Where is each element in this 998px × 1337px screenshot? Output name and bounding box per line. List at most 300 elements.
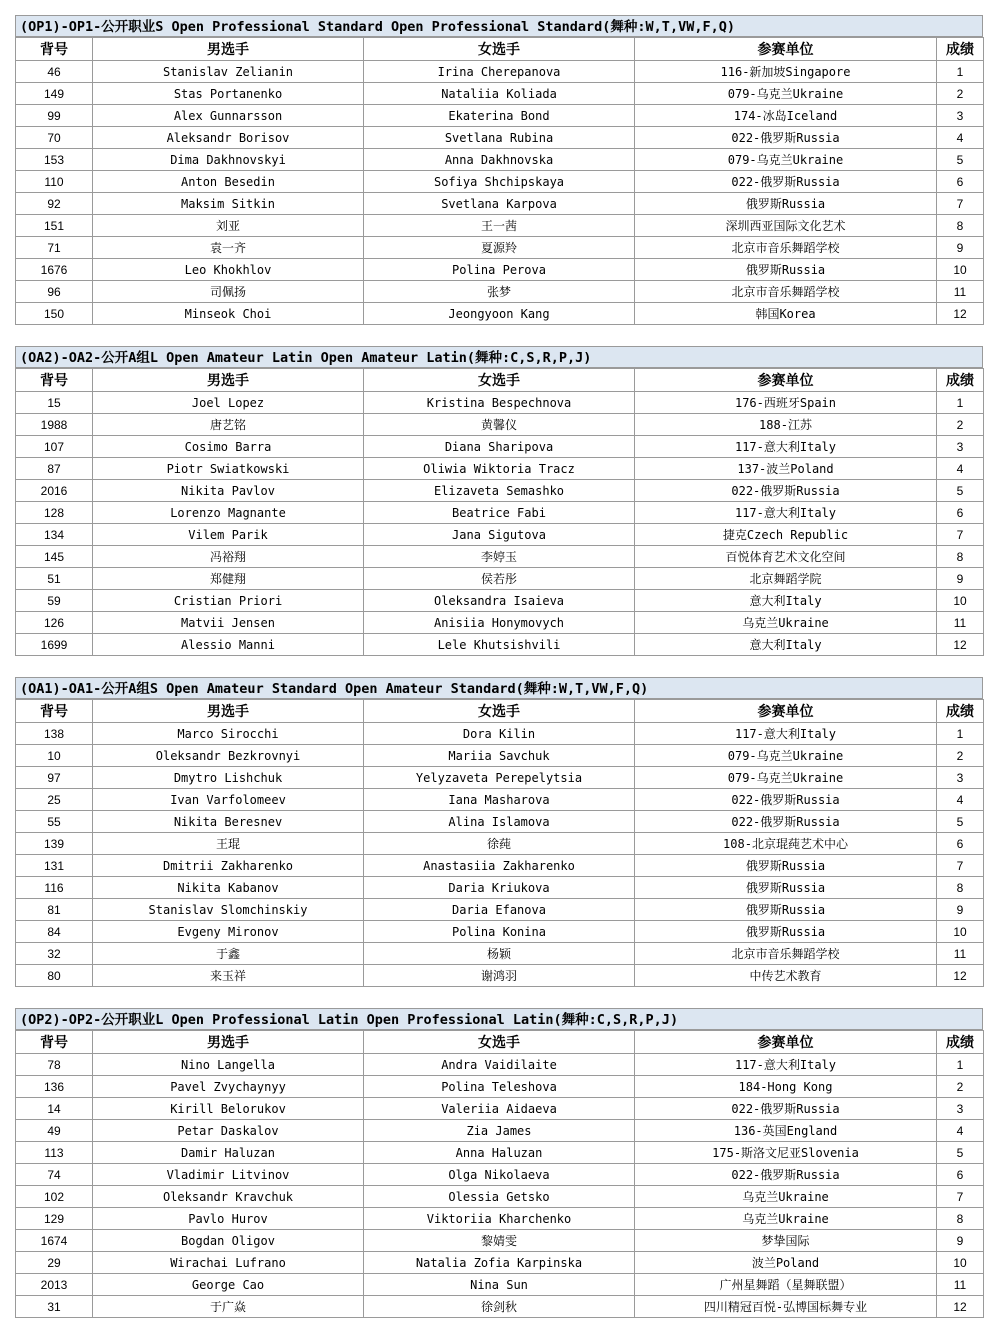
number-cell: 71: [16, 237, 93, 259]
female-dancer-cell: 黄馨仪: [364, 414, 635, 436]
column-header-female: 女选手: [364, 38, 635, 61]
female-dancer-cell: Valeriia Aidaeva: [364, 1098, 635, 1120]
female-dancer-cell: Jana Sigutova: [364, 524, 635, 546]
female-dancer-cell: 李婷玉: [364, 546, 635, 568]
rank-cell: 1: [937, 61, 984, 83]
number-cell: 1988: [16, 414, 93, 436]
table-row: [16, 1164, 984, 1186]
unit-cell: 意大利Italy: [635, 634, 937, 656]
table-row: [16, 436, 984, 458]
male-dancer-cell: Marco Sirocchi: [93, 723, 364, 745]
rank-cell: 4: [937, 1120, 984, 1142]
female-dancer-cell: Polina Konina: [364, 921, 635, 943]
table-row: [16, 83, 984, 105]
male-dancer-cell: Vilem Parik: [93, 524, 364, 546]
number-cell: 129: [16, 1208, 93, 1230]
male-dancer-cell: Petar Daskalov: [93, 1120, 364, 1142]
unit-cell: 北京市音乐舞蹈学校: [635, 281, 937, 303]
rank-cell: 9: [937, 1230, 984, 1252]
table-row: [16, 965, 984, 987]
female-dancer-cell: Dora Kilin: [364, 723, 635, 745]
unit-cell: 176-西班牙Spain: [635, 392, 937, 414]
number-cell: 99: [16, 105, 93, 127]
female-dancer-cell: Svetlana Rubina: [364, 127, 635, 149]
rank-cell: 2: [937, 414, 984, 436]
table-row: [16, 524, 984, 546]
unit-cell: 北京市音乐舞蹈学校: [635, 943, 937, 965]
female-dancer-cell: Ekaterina Bond: [364, 105, 635, 127]
result-section: [15, 346, 983, 656]
number-cell: 149: [16, 83, 93, 105]
male-dancer-cell: Dmitrii Zakharenko: [93, 855, 364, 877]
unit-cell: 117-意大利Italy: [635, 1054, 937, 1076]
unit-cell: 俄罗斯Russia: [635, 921, 937, 943]
rank-cell: 9: [937, 568, 984, 590]
female-dancer-cell: 徐剑秋: [364, 1296, 635, 1318]
unit-cell: 四川精冠百悦-弘博国标舞专业: [635, 1296, 937, 1318]
rank-cell: 12: [937, 303, 984, 325]
table-row: [16, 1098, 984, 1120]
unit-cell: 波兰Poland: [635, 1252, 937, 1274]
column-header-unit: 参赛单位: [635, 38, 937, 61]
female-dancer-cell: Oleksandra Isaieva: [364, 590, 635, 612]
rank-cell: 1: [937, 723, 984, 745]
section-title: (OA2)-OA2-公开A组L Open Amateur Latin Open Amateur Latin(舞种:C,S,R,P,J): [15, 346, 983, 368]
table-row: [16, 215, 984, 237]
number-cell: 84: [16, 921, 93, 943]
unit-cell: 乌克兰Ukraine: [635, 1186, 937, 1208]
male-dancer-cell: Cosimo Barra: [93, 436, 364, 458]
table-row: [16, 899, 984, 921]
number-cell: 2016: [16, 480, 93, 502]
male-dancer-cell: Alex Gunnarsson: [93, 105, 364, 127]
rank-cell: 3: [937, 105, 984, 127]
unit-cell: 俄罗斯Russia: [635, 259, 937, 281]
table-row: [16, 811, 984, 833]
section-title: (OP2)-OP2-公开职业L Open Professional Latin Open Professional Latin(舞种:C,S,R,P,J): [15, 1008, 983, 1030]
female-dancer-cell: Alina Islamova: [364, 811, 635, 833]
unit-cell: 079-乌克兰Ukraine: [635, 83, 937, 105]
unit-cell: 深圳西亚国际文化艺术: [635, 215, 937, 237]
table-row: [16, 568, 984, 590]
rank-cell: 6: [937, 833, 984, 855]
male-dancer-cell: 于广焱: [93, 1296, 364, 1318]
rank-cell: 6: [937, 502, 984, 524]
number-cell: 29: [16, 1252, 93, 1274]
female-dancer-cell: Zia James: [364, 1120, 635, 1142]
male-dancer-cell: Bogdan Oligov: [93, 1230, 364, 1252]
unit-cell: 117-意大利Italy: [635, 436, 937, 458]
number-cell: 126: [16, 612, 93, 634]
male-dancer-cell: Stanislav Zelianin: [93, 61, 364, 83]
female-dancer-cell: Sofiya Shchipskaya: [364, 171, 635, 193]
number-cell: 78: [16, 1054, 93, 1076]
table-row: [16, 127, 984, 149]
female-dancer-cell: Viktoriia Kharchenko: [364, 1208, 635, 1230]
number-cell: 116: [16, 877, 93, 899]
male-dancer-cell: Kirill Belorukov: [93, 1098, 364, 1120]
results-table: [15, 368, 984, 656]
number-cell: 49: [16, 1120, 93, 1142]
table-row: [16, 414, 984, 436]
table-row: [16, 745, 984, 767]
number-cell: 151: [16, 215, 93, 237]
male-dancer-cell: Evgeny Mironov: [93, 921, 364, 943]
column-header-unit: 参赛单位: [635, 1031, 937, 1054]
column-header-male: 男选手: [93, 700, 364, 723]
unit-cell: 022-俄罗斯Russia: [635, 1098, 937, 1120]
number-cell: 138: [16, 723, 93, 745]
results-table: [15, 37, 984, 325]
female-dancer-cell: Daria Efanova: [364, 899, 635, 921]
column-header-unit: 参赛单位: [635, 369, 937, 392]
female-dancer-cell: Kristina Bespechnova: [364, 392, 635, 414]
unit-cell: 116-新加坡Singapore: [635, 61, 937, 83]
unit-cell: 俄罗斯Russia: [635, 855, 937, 877]
female-dancer-cell: Daria Kriukova: [364, 877, 635, 899]
female-dancer-cell: Anna Haluzan: [364, 1142, 635, 1164]
unit-cell: 022-俄罗斯Russia: [635, 171, 937, 193]
result-section: [15, 677, 983, 987]
unit-cell: 184-Hong Kong: [635, 1076, 937, 1098]
table-row: [16, 1054, 984, 1076]
male-dancer-cell: Aleksandr Borisov: [93, 127, 364, 149]
unit-cell: 北京舞蹈学院: [635, 568, 937, 590]
rank-cell: 3: [937, 1098, 984, 1120]
rank-cell: 11: [937, 281, 984, 303]
unit-cell: 117-意大利Italy: [635, 723, 937, 745]
number-cell: 80: [16, 965, 93, 987]
rank-cell: 6: [937, 171, 984, 193]
number-cell: 10: [16, 745, 93, 767]
column-header-number: 背号: [16, 1031, 93, 1054]
table-row: [16, 458, 984, 480]
rank-cell: 4: [937, 789, 984, 811]
female-dancer-cell: Elizaveta Semashko: [364, 480, 635, 502]
unit-cell: 108-北京琨莼艺术中心: [635, 833, 937, 855]
rank-cell: 11: [937, 1274, 984, 1296]
results-table: [15, 699, 984, 987]
number-cell: 31: [16, 1296, 93, 1318]
unit-cell: 022-俄罗斯Russia: [635, 1164, 937, 1186]
male-dancer-cell: Joel Lopez: [93, 392, 364, 414]
rank-cell: 3: [937, 436, 984, 458]
unit-cell: 中传艺术教育: [635, 965, 937, 987]
number-cell: 134: [16, 524, 93, 546]
unit-cell: 137-波兰Poland: [635, 458, 937, 480]
male-dancer-cell: Oleksandr Kravchuk: [93, 1186, 364, 1208]
rank-cell: 2: [937, 745, 984, 767]
unit-cell: 188-江苏: [635, 414, 937, 436]
male-dancer-cell: 冯裕翔: [93, 546, 364, 568]
table-row: [16, 855, 984, 877]
table-row: [16, 789, 984, 811]
rank-cell: 12: [937, 965, 984, 987]
column-header-number: 背号: [16, 700, 93, 723]
number-cell: 59: [16, 590, 93, 612]
male-dancer-cell: Nikita Pavlov: [93, 480, 364, 502]
unit-cell: 136-英国England: [635, 1120, 937, 1142]
male-dancer-cell: 王琨: [93, 833, 364, 855]
male-dancer-cell: 唐艺铭: [93, 414, 364, 436]
rank-cell: 9: [937, 237, 984, 259]
number-cell: 153: [16, 149, 93, 171]
male-dancer-cell: 郑健翔: [93, 568, 364, 590]
column-header-male: 男选手: [93, 369, 364, 392]
rank-cell: 5: [937, 811, 984, 833]
male-dancer-cell: Ivan Varfolomeev: [93, 789, 364, 811]
unit-cell: 117-意大利Italy: [635, 502, 937, 524]
female-dancer-cell: 夏源羚: [364, 237, 635, 259]
table-row: [16, 833, 984, 855]
table-row: [16, 1186, 984, 1208]
rank-cell: 7: [937, 193, 984, 215]
result-section: [15, 15, 983, 325]
number-cell: 1676: [16, 259, 93, 281]
column-header-rank: 成绩: [937, 700, 984, 723]
column-header-male: 男选手: [93, 1031, 364, 1054]
table-row: [16, 303, 984, 325]
number-cell: 107: [16, 436, 93, 458]
section-title: (OA1)-OA1-公开A组S Open Amateur Standard Open Amateur Standard(舞种:W,T,VW,F,Q): [15, 677, 983, 699]
unit-cell: 俄罗斯Russia: [635, 877, 937, 899]
table-row: [16, 61, 984, 83]
number-cell: 97: [16, 767, 93, 789]
male-dancer-cell: Leo Khokhlov: [93, 259, 364, 281]
result-section: [15, 1008, 983, 1318]
header-row: [16, 369, 984, 392]
number-cell: 128: [16, 502, 93, 524]
table-row: [16, 1296, 984, 1318]
table-row: [16, 723, 984, 745]
number-cell: 113: [16, 1142, 93, 1164]
rank-cell: 8: [937, 1208, 984, 1230]
male-dancer-cell: Matvii Jensen: [93, 612, 364, 634]
rank-cell: 2: [937, 83, 984, 105]
male-dancer-cell: Dima Dakhnovskyi: [93, 149, 364, 171]
female-dancer-cell: Oliwia Wiktoria Tracz: [364, 458, 635, 480]
number-cell: 150: [16, 303, 93, 325]
female-dancer-cell: Polina Perova: [364, 259, 635, 281]
rank-cell: 10: [937, 259, 984, 281]
female-dancer-cell: Iana Masharova: [364, 789, 635, 811]
number-cell: 1699: [16, 634, 93, 656]
rank-cell: 5: [937, 1142, 984, 1164]
unit-cell: 079-乌克兰Ukraine: [635, 149, 937, 171]
column-header-rank: 成绩: [937, 38, 984, 61]
female-dancer-cell: Anisiia Honymovych: [364, 612, 635, 634]
column-header-number: 背号: [16, 369, 93, 392]
female-dancer-cell: 徐莼: [364, 833, 635, 855]
rank-cell: 12: [937, 634, 984, 656]
column-header-rank: 成绩: [937, 369, 984, 392]
unit-cell: 梦挚国际: [635, 1230, 937, 1252]
female-dancer-cell: Beatrice Fabi: [364, 502, 635, 524]
table-row: [16, 259, 984, 281]
female-dancer-cell: 张梦: [364, 281, 635, 303]
rank-cell: 10: [937, 921, 984, 943]
female-dancer-cell: Anastasiia Zakharenko: [364, 855, 635, 877]
male-dancer-cell: Cristian Priori: [93, 590, 364, 612]
column-header-female: 女选手: [364, 369, 635, 392]
number-cell: 46: [16, 61, 93, 83]
female-dancer-cell: Mariia Savchuk: [364, 745, 635, 767]
unit-cell: 广州星舞蹈（星舞联盟）: [635, 1274, 937, 1296]
column-header-rank: 成绩: [937, 1031, 984, 1054]
female-dancer-cell: 侯若彤: [364, 568, 635, 590]
column-header-female: 女选手: [364, 1031, 635, 1054]
female-dancer-cell: Polina Teleshova: [364, 1076, 635, 1098]
table-row: [16, 502, 984, 524]
unit-cell: 北京市音乐舞蹈学校: [635, 237, 937, 259]
table-row: [16, 634, 984, 656]
rank-cell: 11: [937, 612, 984, 634]
male-dancer-cell: Anton Besedin: [93, 171, 364, 193]
table-row: [16, 767, 984, 789]
male-dancer-cell: Wirachai Lufrano: [93, 1252, 364, 1274]
unit-cell: 174-冰岛Iceland: [635, 105, 937, 127]
female-dancer-cell: Natalia Zofia Karpinska: [364, 1252, 635, 1274]
table-row: [16, 1252, 984, 1274]
rank-cell: 10: [937, 590, 984, 612]
rank-cell: 9: [937, 899, 984, 921]
table-row: [16, 171, 984, 193]
unit-cell: 韩国Korea: [635, 303, 937, 325]
number-cell: 110: [16, 171, 93, 193]
number-cell: 55: [16, 811, 93, 833]
male-dancer-cell: Lorenzo Magnante: [93, 502, 364, 524]
male-dancer-cell: Maksim Sitkin: [93, 193, 364, 215]
number-cell: 131: [16, 855, 93, 877]
number-cell: 96: [16, 281, 93, 303]
rank-cell: 5: [937, 149, 984, 171]
table-row: [16, 1274, 984, 1296]
male-dancer-cell: Pavel Zvychaynyy: [93, 1076, 364, 1098]
header-row: [16, 700, 984, 723]
female-dancer-cell: Diana Sharipova: [364, 436, 635, 458]
number-cell: 87: [16, 458, 93, 480]
number-cell: 70: [16, 127, 93, 149]
rank-cell: 5: [937, 480, 984, 502]
female-dancer-cell: Andra Vaidilaite: [364, 1054, 635, 1076]
unit-cell: 俄罗斯Russia: [635, 899, 937, 921]
results-table: [15, 1030, 984, 1318]
male-dancer-cell: Minseok Choi: [93, 303, 364, 325]
column-header-unit: 参赛单位: [635, 700, 937, 723]
number-cell: 145: [16, 546, 93, 568]
table-row: [16, 105, 984, 127]
unit-cell: 乌克兰Ukraine: [635, 612, 937, 634]
unit-cell: 百悦体育艺术文化空间: [635, 546, 937, 568]
female-dancer-cell: 王一茜: [364, 215, 635, 237]
column-header-male: 男选手: [93, 38, 364, 61]
male-dancer-cell: Stanislav Slomchinskiy: [93, 899, 364, 921]
female-dancer-cell: Irina Cherepanova: [364, 61, 635, 83]
male-dancer-cell: 于鑫: [93, 943, 364, 965]
female-dancer-cell: 黎婧雯: [364, 1230, 635, 1252]
male-dancer-cell: Dmytro Lishchuk: [93, 767, 364, 789]
rank-cell: 4: [937, 127, 984, 149]
female-dancer-cell: 杨颖: [364, 943, 635, 965]
table-row: [16, 193, 984, 215]
female-dancer-cell: Olga Nikolaeva: [364, 1164, 635, 1186]
female-dancer-cell: Yelyzaveta Perepelytsia: [364, 767, 635, 789]
rank-cell: 7: [937, 524, 984, 546]
rank-cell: 7: [937, 1186, 984, 1208]
unit-cell: 022-俄罗斯Russia: [635, 127, 937, 149]
male-dancer-cell: 袁一齐: [93, 237, 364, 259]
rank-cell: 11: [937, 943, 984, 965]
table-row: [16, 237, 984, 259]
table-row: [16, 480, 984, 502]
rank-cell: 8: [937, 877, 984, 899]
number-cell: 74: [16, 1164, 93, 1186]
number-cell: 102: [16, 1186, 93, 1208]
unit-cell: 022-俄罗斯Russia: [635, 480, 937, 502]
number-cell: 81: [16, 899, 93, 921]
number-cell: 2013: [16, 1274, 93, 1296]
table-row: [16, 943, 984, 965]
number-cell: 32: [16, 943, 93, 965]
male-dancer-cell: Vladimir Litvinov: [93, 1164, 364, 1186]
female-dancer-cell: Jeongyoon Kang: [364, 303, 635, 325]
table-row: [16, 546, 984, 568]
column-header-number: 背号: [16, 38, 93, 61]
rank-cell: 7: [937, 855, 984, 877]
rank-cell: 10: [937, 1252, 984, 1274]
male-dancer-cell: 来玉祥: [93, 965, 364, 987]
unit-cell: 175-斯洛文尼亚Slovenia: [635, 1142, 937, 1164]
unit-cell: 022-俄罗斯Russia: [635, 811, 937, 833]
unit-cell: 079-乌克兰Ukraine: [635, 767, 937, 789]
male-dancer-cell: Stas Portanenko: [93, 83, 364, 105]
column-header-female: 女选手: [364, 700, 635, 723]
number-cell: 92: [16, 193, 93, 215]
male-dancer-cell: Nino Langella: [93, 1054, 364, 1076]
table-row: [16, 1208, 984, 1230]
number-cell: 136: [16, 1076, 93, 1098]
section-title: (OP1)-OP1-公开职业S Open Professional Standard Open Professional Standard(舞种:W,T,VW,F,Q): [15, 15, 983, 37]
rank-cell: 1: [937, 1054, 984, 1076]
table-row: [16, 612, 984, 634]
unit-cell: 意大利Italy: [635, 590, 937, 612]
female-dancer-cell: Anna Dakhnovska: [364, 149, 635, 171]
male-dancer-cell: Piotr Swiatkowski: [93, 458, 364, 480]
table-row: [16, 281, 984, 303]
number-cell: 1674: [16, 1230, 93, 1252]
unit-cell: 079-乌克兰Ukraine: [635, 745, 937, 767]
table-row: [16, 1076, 984, 1098]
female-dancer-cell: Olessia Getsko: [364, 1186, 635, 1208]
rank-cell: 2: [937, 1076, 984, 1098]
number-cell: 25: [16, 789, 93, 811]
male-dancer-cell: Oleksandr Bezkrovnyi: [93, 745, 364, 767]
table-row: [16, 1120, 984, 1142]
unit-cell: 022-俄罗斯Russia: [635, 789, 937, 811]
female-dancer-cell: 谢鸿羽: [364, 965, 635, 987]
female-dancer-cell: Lele Khutsishvili: [364, 634, 635, 656]
number-cell: 51: [16, 568, 93, 590]
number-cell: 139: [16, 833, 93, 855]
rank-cell: 8: [937, 546, 984, 568]
table-row: [16, 392, 984, 414]
table-row: [16, 590, 984, 612]
male-dancer-cell: George Cao: [93, 1274, 364, 1296]
rank-cell: 6: [937, 1164, 984, 1186]
unit-cell: 捷克Czech Republic: [635, 524, 937, 546]
male-dancer-cell: Nikita Kabanov: [93, 877, 364, 899]
male-dancer-cell: 刘亚: [93, 215, 364, 237]
